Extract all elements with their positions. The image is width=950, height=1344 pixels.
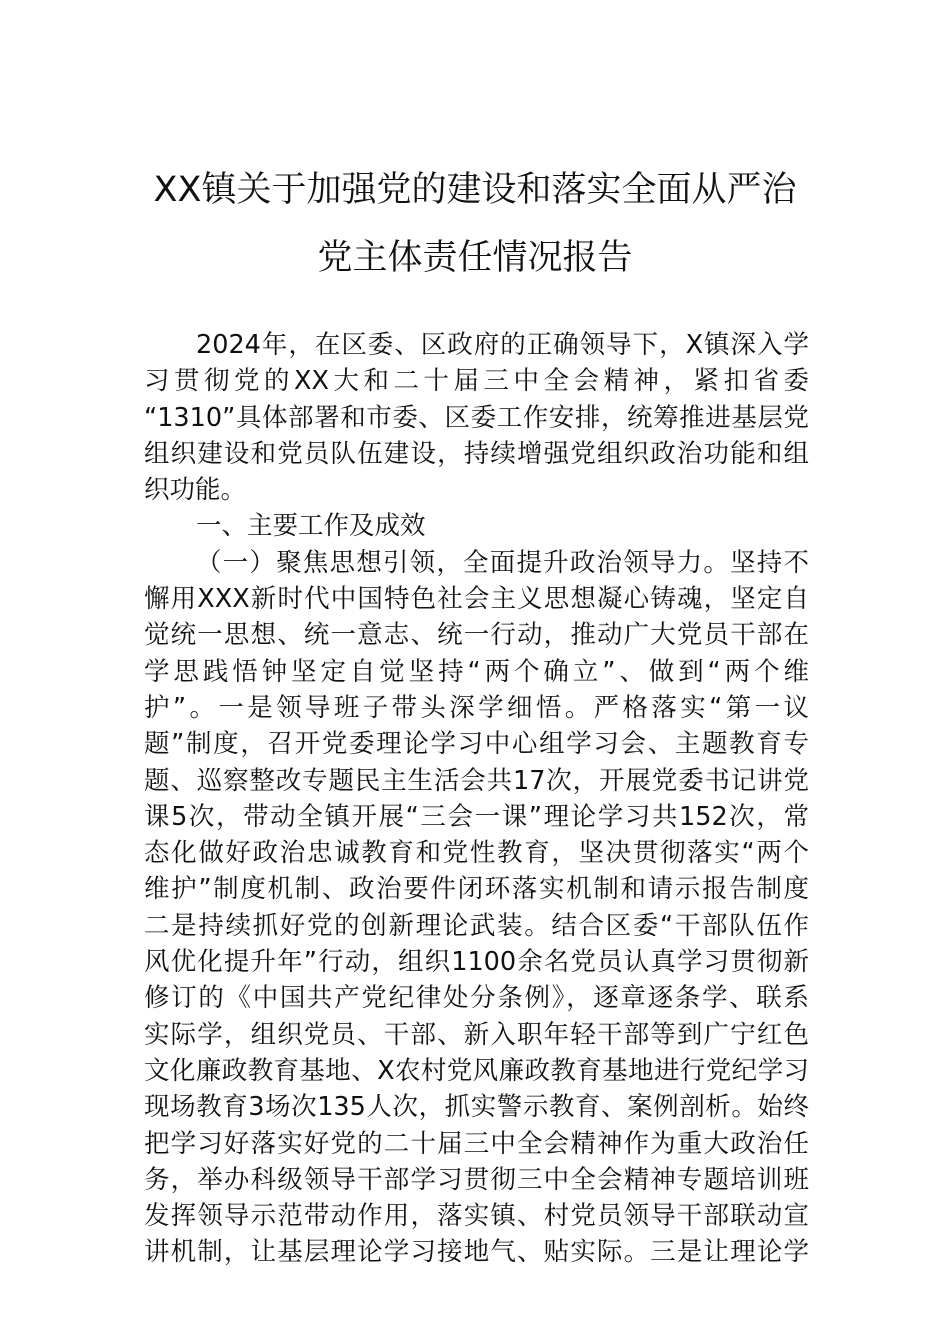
body-text-line: 护”。一是领导班子带头深学细悟。严格落实“第一议 <box>144 692 809 723</box>
document-title-line-1: XX镇关于加强党的建设和落实全面从严治 <box>153 170 797 210</box>
body-text-line: 态化做好政治忠诚教育和党性教育，坚决贯彻落实“两个 <box>144 838 809 869</box>
body-text-line: 2024年，在区委、区政府的正确领导下，X镇深入学 <box>196 330 809 360</box>
body-text-line: 务，举办科级领导干部学习贯彻三中全会精神专题培训班 <box>144 1164 809 1195</box>
body-text-line: 修订的《中国共产党纪律处分条例》，逐章逐条学、联系 <box>144 983 809 1014</box>
body-text-line: 二是持续抓好党的创新理论武装。结合区委“干部队伍作 <box>144 910 809 941</box>
body-text-line: （一）聚焦思想引领，全面提升政治领导力。坚持不 <box>196 547 809 578</box>
body-text-line: “1310”具体部署和市委、区委工作安排，统筹推进基层党 <box>144 402 809 433</box>
body-text-line: 懈用XXX新时代中国特色社会主义思想凝心铸魂，坚定自 <box>144 584 809 615</box>
body-text-line: 课5次，带动全镇开展“三会一课”理论学习共152次，常 <box>144 801 809 832</box>
body-text-line: 风优化提升年”行动，组织1100余名党员认真学习贯彻新 <box>144 947 809 978</box>
body-text-line: 实际学，组织党员、干部、新入职年轻干部等到广宁红色 <box>144 1019 809 1050</box>
body-text-line: 觉统一思想、统一意志、统一行动，推动广大党员干部在 <box>144 620 809 651</box>
body-text-line: 织功能。 <box>144 475 247 506</box>
body-text-line: 发挥领导示范带动作用，落实镇、村党员领导干部联动宣 <box>144 1201 809 1232</box>
body-text-line: 学思践悟钟坚定自觉坚持“两个确立”、做到“两个维 <box>144 656 809 687</box>
body-text-line: 现场教育3场次135人次，抓实警示教育、案例剖析。始终 <box>144 1092 809 1123</box>
document-body <box>144 327 809 1271</box>
body-text-line: 习贯彻党的XX大和二十届三中全会精神，紧扣省委 <box>144 366 809 397</box>
body-text-line: 维护”制度机制、政治要件闭环落实机制和请示报告制度 <box>144 874 809 905</box>
body-text-line: 题、巡察整改专题民主生活会共17次，开展党委书记讲党 <box>144 765 809 796</box>
body-text-line: 题”制度，召开党委理论学习中心组学习会、主题教育专 <box>144 729 809 760</box>
body-text-line: 讲机制，让基层理论学习接地气、贴实际。三是让理论学 <box>144 1237 809 1268</box>
section-heading: 一、主要工作及成效 <box>196 511 426 542</box>
body-text-line: 文化廉政教育基地、X农村党风廉政教育基地进行党纪学习 <box>144 1055 809 1086</box>
body-text-line: 把学习好落实好党的二十届三中全会精神作为重大政治任 <box>144 1128 809 1159</box>
body-text-line: 组织建设和党员队伍建设，持续增强党组织政治功能和组 <box>144 438 809 469</box>
document-title-line-2: 党主体责任情况报告 <box>317 238 633 278</box>
